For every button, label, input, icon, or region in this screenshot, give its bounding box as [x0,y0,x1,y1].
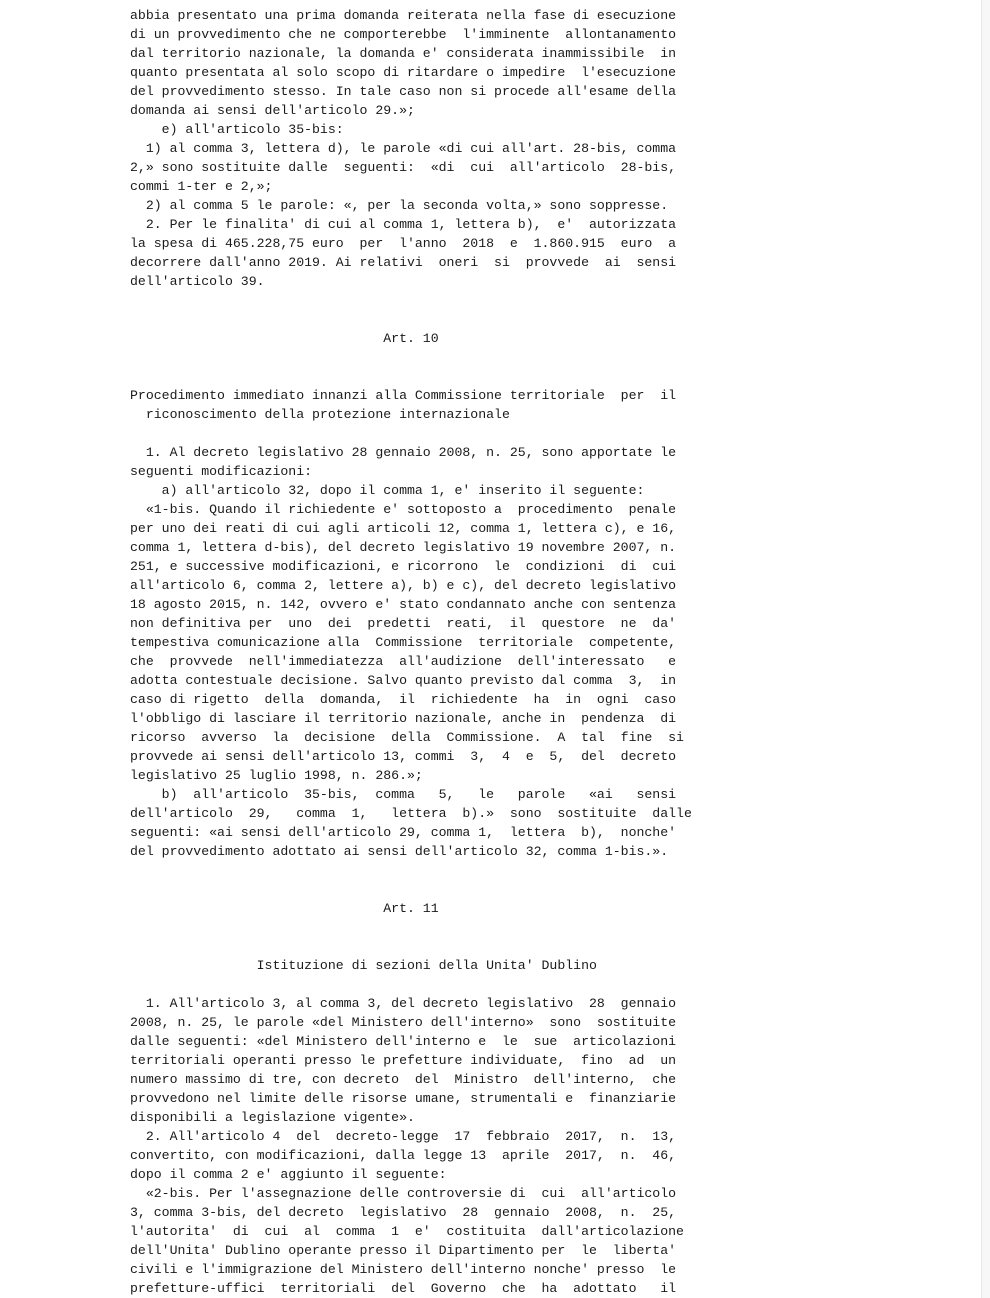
text-line: dell'Unita' Dublino operante presso il Dipartimento per le liberta' [130,1243,677,1258]
article-title: Istituzione di sezioni della Unita' Dublino [130,958,597,973]
text-line: b) all'articolo 35-bis, comma 5, le parole «ai sensi [130,787,677,802]
text-line: decorrere dall'anno 2019. Ai relativi oneri si provvede ai sensi [130,255,677,270]
text-line: 2008, n. 25, le parole «del Ministero dell'interno» sono sostituite [130,1015,677,1030]
text-line: territoriali operanti presso le prefetture individuate, fino ad un [130,1053,677,1068]
text-line: disponibili a legislazione vigente». [130,1110,415,1125]
text-line: a) all'articolo 32, dopo il comma 1, e' inserito il seguente: [130,483,645,498]
text-line: 2,» sono sostituite dalle seguenti: «di cui all'articolo 28-bis, [130,160,677,175]
text-line: del provvedimento adottato ai sensi dell'articolo 32, comma 1-bis.». [130,844,669,859]
text-line: abbia presentato una prima domanda reiterata nella fase di esecuzione [130,8,677,23]
text-line: dalle seguenti: «del Ministero dell'interno e le sue articolazioni [130,1034,677,1049]
article-heading: Art. 10 [130,331,439,346]
vertical-scrollbar[interactable] [981,0,990,1298]
article-title: Procedimento immediato innanzi alla Commissione territoriale per il [130,388,677,403]
text-line: seguenti modificazioni: [130,464,313,479]
text-line: all'articolo 6, comma 2, lettere a), b) e c), del decreto legislativo [130,578,677,593]
text-line: adotta contestuale decisione. Salvo quanto previsto dal comma 3, in [130,673,677,688]
text-line: numero massimo di tre, con decreto del Ministro dell'interno, che [130,1072,677,1087]
text-line: ricorso avverso la decisione della Commissione. A tal fine si [130,730,684,745]
text-line: seguenti: «ai sensi dell'articolo 29, comma 1, lettera b), nonche' [130,825,677,840]
text-line: 1. Al decreto legislativo 28 gennaio 2008, n. 25, sono apportate le [130,445,677,460]
text-line: legislativo 25 luglio 1998, n. 286.»; [130,768,423,783]
text-line: che provvede nell'immediatezza all'audizione dell'interessato e [130,654,677,669]
text-line: e) all'articolo 35-bis: [130,122,344,137]
text-line: tempestiva comunicazione alla Commissione territoriale competente, [130,635,677,650]
text-line: 2) al comma 5 le parole: «, per la seconda volta,» sono soppresse. [130,198,669,213]
text-line: l'autorita' di cui al comma 1 e' costituita dall'articolazione [130,1224,684,1239]
text-line: provvedono nel limite delle risorse umane, strumentali e finanziarie [130,1091,677,1106]
text-line: convertito, con modificazioni, dalla legge 13 aprile 2017, n. 46, [130,1148,677,1163]
text-line: 18 agosto 2015, n. 142, ovvero e' stato condannato anche con sentenza [130,597,677,612]
text-line: 2. All'articolo 4 del decreto-legge 17 febbraio 2017, n. 13, [130,1129,677,1144]
text-line: comma 1, lettera d-bis), del decreto legislativo 19 novembre 2007, n. [130,540,677,555]
text-line: quanto presentata al solo scopo di ritardare o impedire l'esecuzione [130,65,677,80]
text-line: 3, comma 3-bis, del decreto legislativo 28 gennaio 2008, n. 25, [130,1205,677,1220]
text-line: dal territorio nazionale, la domanda e' considerata inammissibile in [130,46,677,61]
text-line: di un provvedimento che ne comporterebbe l'imminente allontanamento [130,27,677,42]
text-line: 1) al comma 3, lettera d), le parole «di cui all'art. 28-bis, comma [130,141,677,156]
text-line: domanda ai sensi dell'articolo 29.»; [130,103,415,118]
text-line: prefetture-uffici territoriali del Governo che ha adottato il [130,1281,677,1296]
text-line: «2-bis. Per l'assegnazione delle controversie di cui all'articolo [130,1186,677,1201]
text-line: dopo il comma 2 e' aggiunto il seguente: [130,1167,447,1182]
text-line: l'obbligo di lasciare il territorio nazionale, anche in pendenza di [130,711,677,726]
text-line: 1. All'articolo 3, al comma 3, del decreto legislativo 28 gennaio [130,996,677,1011]
article-heading: Art. 11 [130,901,439,916]
text-line: «1-bis. Quando il richiedente e' sottoposto a procedimento penale [130,502,677,517]
article-title: riconoscimento della protezione internazionale [130,407,510,422]
text-line: 2. Per le finalita' di cui al comma 1, lettera b), e' autorizzata [130,217,677,232]
text-line: 251, e successive modificazioni, e ricorrono le condizioni di cui [130,559,677,574]
text-line: civili e l'immigrazione del Ministero dell'interno nonche' presso le [130,1262,677,1277]
text-line: del provvedimento stesso. In tale caso non si procede all'esame della [130,84,677,99]
text-line: non definitiva per uno dei predetti reati, il questore ne da' [130,616,677,631]
text-line: per uno dei reati di cui agli articoli 12, comma 1, lettera c), e 16, [130,521,677,536]
text-line: dell'articolo 29, comma 1, lettera b).» sono sostituite dalle [130,806,692,821]
text-line: la spesa di 465.228,75 euro per l'anno 2018 e 1.860.915 euro a [130,236,677,251]
text-line: caso di rigetto della domanda, il richiedente ha in ogni caso [130,692,677,707]
text-line: provvede ai sensi dell'articolo 13, commi 3, 4 e 5, del decreto [130,749,677,764]
text-line: dell'articolo 39. [130,274,265,289]
text-line: commi 1-ter e 2,»; [130,179,273,194]
